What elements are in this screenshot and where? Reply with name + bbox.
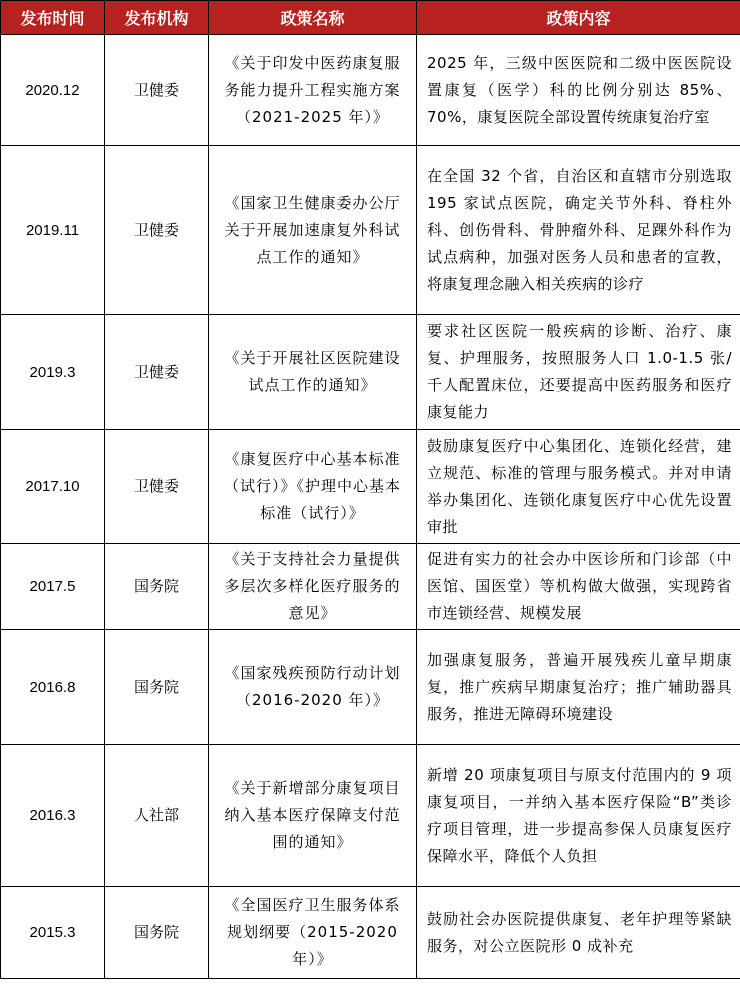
- cell-policy-content: 要求社区医院一般疾病的诊断、治疗、康复、护理服务，按照服务人口 1.0-1.5 张/千人配置床位，还要提高中医药服务和医疗康复能力: [417, 315, 740, 430]
- cell-date: 2016.3: [1, 745, 105, 887]
- header-date: 发布时间: [1, 1, 105, 35]
- cell-policy-content: 2025 年，三级中医医院和二级中医医院设置康复（医学）科的比例分别达 85%、70%，康复医院全部设置传统康复治疗室: [417, 35, 740, 146]
- cell-policy-content: 在全国 32 个省，自治区和直辖市分别选取 195 家试点医院，确定关节外科、脊柱外科、创伤骨科、骨肿瘤外科、足踝外科作为试点病种，加强对医务人员和患者的宣教，将康复理念融入相关疾病的诊疗: [417, 146, 740, 315]
- cell-date: 2015.3: [1, 887, 105, 979]
- header-content: 政策内容: [417, 1, 740, 35]
- table-row: [1, 35, 740, 146]
- cell-org: 国务院: [105, 887, 209, 979]
- table-row: [1, 630, 740, 745]
- cell-policy-name: 《国家卫生健康委办公厅关于开展加速康复外科试点工作的通知》: [209, 146, 417, 315]
- header-row: [1, 1, 740, 35]
- table-row: [1, 745, 740, 887]
- cell-org: 卫健委: [105, 315, 209, 430]
- cell-policy-content: 鼓励社会办医院提供康复、老年护理等紧缺服务，对公立医院形 0 成补充: [417, 887, 740, 979]
- cell-policy-content: 新增 20 项康复项目与原支付范围内的 9 项康复项目，一并纳入基本医疗保险“B”类诊疗项目管理，进一步提高参保人员康复医疗保障水平，降低个人负担: [417, 745, 740, 887]
- cell-date: 2020.12: [1, 35, 105, 146]
- cell-policy-content: 鼓励康复医疗中心集团化、连锁化经营，建立规范、标准的管理与服务模式。并对申请举办集团化、连锁化康复医疗中心优先设置审批: [417, 430, 740, 544]
- table-row: [1, 315, 740, 430]
- cell-policy-content: 促进有实力的社会办中医诊所和门诊部（中医馆、国医堂）等机构做大做强，实现跨省市连锁经营、规模发展: [417, 544, 740, 630]
- table-row: [1, 430, 740, 544]
- cell-policy-name: 《关于开展社区医院建设试点工作的通知》: [209, 315, 417, 430]
- table-row: [1, 887, 740, 979]
- cell-date: 2017.5: [1, 544, 105, 630]
- cell-policy-name: 《关于印发中医药康复服务能力提升工程实施方案（2021-2025 年）》: [209, 35, 417, 146]
- cell-policy-name: 《关于支持社会力量提供多层次多样化医疗服务的意见》: [209, 544, 417, 630]
- cell-date: 2019.11: [1, 146, 105, 315]
- cell-policy-name: 《国家残疾预防行动计划（2016-2020 年）》: [209, 630, 417, 745]
- cell-policy-content: 加强康复服务，普遍开展残疾儿童早期康复，推广疾病早期康复治疗；推广辅助器具服务，推进无障碍环境建设: [417, 630, 740, 745]
- cell-org: 国务院: [105, 544, 209, 630]
- cell-date: 2016.8: [1, 630, 105, 745]
- cell-date: 2019.3: [1, 315, 105, 430]
- table-row: [1, 544, 740, 630]
- header-org: 发布机构: [105, 1, 209, 35]
- cell-date: 2017.10: [1, 430, 105, 544]
- cell-org: 卫健委: [105, 430, 209, 544]
- cell-policy-name: 《康复医疗中心基本标准（试行）》《护理中心基本标准（试行）》: [209, 430, 417, 544]
- cell-org: 卫健委: [105, 35, 209, 146]
- cell-org: 人社部: [105, 745, 209, 887]
- header-name: 政策名称: [209, 1, 417, 35]
- cell-org: 卫健委: [105, 146, 209, 315]
- cell-org: 国务院: [105, 630, 209, 745]
- cell-policy-name: 《关于新增部分康复项目纳入基本医疗保障支付范围的通知》: [209, 745, 417, 887]
- cell-policy-name: 《全国医疗卫生服务体系规划纲要（2015-2020 年）》: [209, 887, 417, 979]
- table-row: [1, 146, 740, 315]
